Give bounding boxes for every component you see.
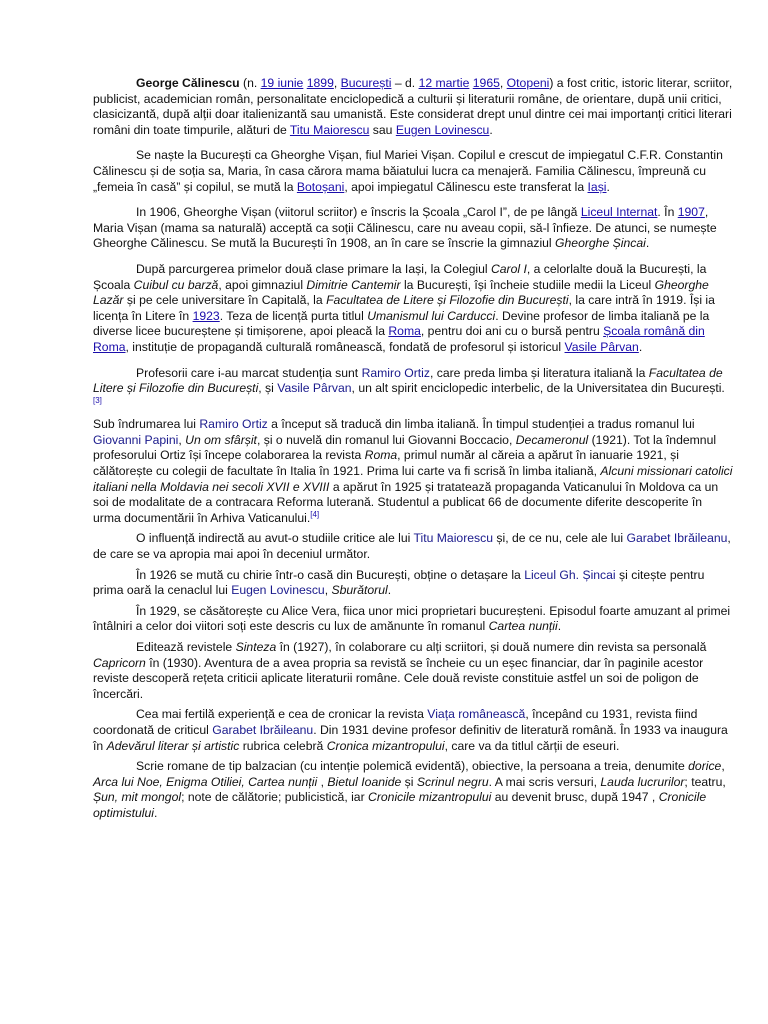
link-garabet-ibraileanu-2[interactable]: Garabet Ibrăileanu	[212, 722, 314, 737]
paragraph-intro: George Călinescu (n. 19 iunie 1899, București – d. 12 martie 1965, Otopeni) a fost critic, istoric literar, scriitor, publicist, academician român, personalitate enciclopedică a culturii și literaturii române, de orientare, după unii critici, clasicizantă, după alții doar italienizantă sau umanistă. Este considerat drept unul dintre cei mai importanți critici literari români din toate timpurile, alături de Titu Maiorescu sau Eugen Lovinescu.	[93, 76, 733, 137]
link-giovanni-papini[interactable]: Giovanni Papini	[93, 432, 179, 447]
paragraph-education: După parcurgerea primelor două clase primare la Iași, la Colegiul Carol I, a celorlalte două la București, la Școala Cuibul cu barză, apoi gimnaziul Dimitrie Cantemir la București, își încheie studiile medii la Liceul Gheorghe Lazăr și pe cele universitare în Capitală, la Facultatea de Litere și Filozofie din București, la care intră în 1919. Își ia licența în Litere în 1923. Teza de licență purta titlul Umanismul lui Carducci. Devine profesor de limba italiană pe la diverse licee bucureștene și timișorene, apoi pleacă la Roma, pentru doi ani cu o bursă pentru Școala română din Roma, instituție de propagandă culturală românească, fondată de profesorul și istoricul Vasile Pârvan.	[93, 261, 715, 354]
link-birth-city[interactable]: București	[340, 76, 392, 90]
reference-4[interactable]: [4]	[310, 509, 320, 519]
paragraph-translations: Sub îndrumarea lui Ramiro Ortiz a început să traducă din limba italiană. În timpul studenției a tradus romanul lui Giovanni Papini, Un om sfârșit, și o nuvelă din romanul lui Giovanni Boccacio, Decameronul (1921). Tot la îndemnul profesorului Ortiz își începe colaborarea la revista Roma, primul număr al căreia a apărut în ianuarie 1921, și călătorește cu colegii de facultate în Italia în 1921. Prima lui carte va fi scrisă în limba italiană, Alcuni missionari catolici italiani nella Moldavia nei secoli XVII e XVIII a apărut în 1925 și tratatează propaganda Vaticanului în Moldova ca un soi de modalitate de a contracara Reforma luterană. Studentul a publicat 66 de documente diferite descoperite în urma documentării în Arhiva Vaticanului.[4]	[93, 417, 733, 525]
paragraph-birth: Se naște la București ca Gheorghe Vișan, fiul Mariei Vișan. Copilul e crescut de impiegatul C.F.R. Constantin Călinescu și de soția sa, Maria, în casa cărora mama băiatului lucra ca menajeră. Familia Călinescu, împreună cu „femeia în casă” și copilul, se mută la Botoșani, apoi impiegatul Călinescu este transferat la Iași.	[93, 148, 723, 194]
paragraph-reviews: Editează revistele Sinteza în (1927), în colaborare cu alți scriitori, și două numere din revista sa personală Capricorn în (1930). Aventura de a avea propria sa revistă se încheie cu un eșec financiar, dar în paginile acestor reviste descoperă rețeta criticii aplicate literaturii române. Cele două reviste constituie astfel un soi de poligon de încercări.	[93, 640, 707, 701]
subject-name: George Călinescu	[136, 76, 240, 90]
link-ramiro-ortiz-2[interactable]: Ramiro Ortiz	[199, 417, 268, 432]
link-ramiro-ortiz[interactable]: Ramiro Ortiz	[361, 365, 430, 380]
link-titu-maiorescu-2[interactable]: Titu Maiorescu	[413, 531, 493, 546]
paragraph-1926: În 1926 se mută cu chirie într-o casă din București, obține o detașare la Liceul Gh. Șincai și citește pentru prima oară la cenaclul lui Eugen Lovinescu, Sburătorul.	[93, 567, 705, 598]
link-liceul-internat[interactable]: Liceul Internat	[580, 205, 658, 220]
link-eugen-lovinescu-2[interactable]: Eugen Lovinescu	[231, 583, 325, 598]
link-botosani[interactable]: Botoșani	[296, 179, 345, 194]
reference-3[interactable]: [3]	[93, 395, 102, 405]
link-vasile-parvan[interactable]: Vasile Pârvan	[564, 339, 639, 354]
link-scoala-romana-roma[interactable]: Școala română din Roma	[93, 324, 705, 354]
link-garabet-ibraileanu[interactable]: Garabet Ibrăileanu	[626, 531, 728, 546]
paragraph-novels: Scrie romane de tip balzacian (cu intenție polemică evidentă), obiective, la persoana a treia, denumite dorice, Arca lui Noe, Enigma Otiliei, Cartea nunții , Bietul Ioanide și Scrinul negru. A mai scris versuri, Lauda lucrurilor; teatru, Șun, mit mongol; note de călătorie; publicistică, iar Cronicile mizantropului au devenit brusc, după 1947 , Cronicile optimistului.	[93, 759, 726, 820]
link-death-city[interactable]: Otopeni	[506, 76, 550, 90]
link-1907[interactable]: 1907	[677, 205, 705, 220]
link-roma[interactable]: Roma	[388, 324, 421, 339]
article-body	[93, 76, 733, 827]
link-death-day[interactable]: 12 martie	[418, 76, 470, 90]
link-iasi[interactable]: Iași	[587, 179, 607, 194]
link-death-year[interactable]: 1965	[472, 76, 500, 90]
link-liceul-sincai[interactable]: Liceul Gh. Șincai	[524, 567, 616, 582]
link-eugen-lovinescu[interactable]: Eugen Lovinescu	[395, 122, 490, 137]
link-1923[interactable]: 1923	[192, 308, 220, 323]
link-vasile-parvan-2[interactable]: Vasile Pârvan	[277, 381, 352, 396]
paragraph-marriage: În 1929, se căsătorește cu Alice Vera, fiica unor mici proprietari bucureșteni. Episodul foarte amuzant al primei întâlniri a celor doi viitori soți este descris cu lux de amănunte în romanul Cartea nunții.	[93, 603, 731, 634]
link-birth-day[interactable]: 19 iunie	[260, 76, 304, 90]
link-viata-romaneasca[interactable]: Viața românească	[427, 707, 526, 722]
link-birth-year[interactable]: 1899	[306, 76, 334, 90]
paragraph-professors: Profesorii care i-au marcat studenția sunt Ramiro Ortiz, care preda limba și literatura italiană la Facultatea de Litere și Filozofie din București, și Vasile Pârvan, un alt spirit enciclopedic interbelic, de la Universitatea din București.[3]	[93, 365, 725, 405]
paragraph-chronicle: Cea mai fertilă experiență e cea de cronicar la revista Viața românească, începând cu 1931, revista fiind coordonată de criticul Garabet Ibrăileanu. Din 1931 devine profesor definitiv de literatură română. În 1933 va inaugura în Adevărul literar și artistic rubrica celebră Cronica mizantropului, care va da titlul cărții de eseuri.	[93, 707, 728, 753]
paragraph-adoption: In 1906, Gheorghe Vișan (viitorul scriitor) e înscris la Școala „Carol I”, de pe lângă Liceul Internat. În 1907, Maria Vișan (mama sa naturală) acceptă ca soții Călinescu, care nu aveau copii, să-l înfieze. De atunci, se numește Gheorghe Călinescu. Se mută la București în 1908, an în care se înscrie la gimnaziul Gheorghe Șincai.	[93, 205, 717, 251]
link-titu-maiorescu[interactable]: Titu Maiorescu	[289, 122, 370, 137]
paragraph-influence: O influență indirectă au avut-o studiile critice ale lui Titu Maiorescu și, de ce nu, cele ale lui Garabet Ibrăileanu, de care se va apropia mai apoi în deceniul următor.	[93, 531, 731, 562]
